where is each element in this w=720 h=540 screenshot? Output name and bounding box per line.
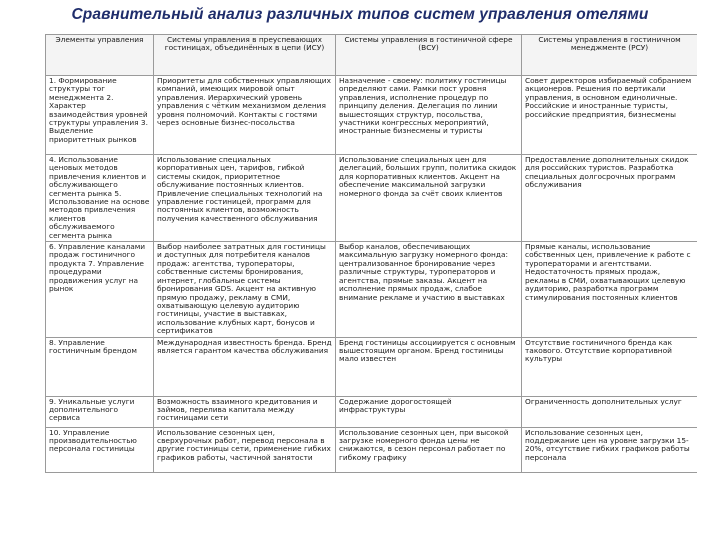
row-element-cell: 10. Управление производительностью персонала гостиницы (46, 427, 154, 472)
row-element-cell: 8. Управление гостиничным брендом (46, 337, 154, 396)
row-vsu-cell: Содержание дорогостоящей инфраструктуры (336, 396, 522, 427)
table-row (46, 242, 698, 337)
table-header-row (46, 35, 698, 76)
row-rsu-cell: Совет директоров избираемый собранием акционеров. Решения по вертикали управления, в основном единоличные. Российские и иностранные туристы, российские предприятия, бизнесмены (522, 76, 698, 155)
row-vsu-cell: Использование специальных цен для делегаций, больших групп, политика скидок для корпоративных клиентов. Акцент на обеспечение максимальной загрузки номерного фонда за счёт своих клиентов (336, 155, 522, 242)
table-row (46, 76, 698, 155)
table-row (46, 427, 698, 472)
page-title: Сравнительный анализ различных типов систем управления отелями (71, 6, 649, 23)
row-rsu-cell: Предоставление дополнительных скидок для российских туристов. Разработка специальных долгосрочных программ обслуживания (522, 155, 698, 242)
row-isu-cell: Приоритеты для собственных управляющих компаний, имеющих мировой опыт управления. Иерархический уровень управления с чётким механизмом деления уровня полномочий. Контакты с гостями через основные бизнес-посольства (154, 76, 336, 155)
row-isu-cell: Международная известность бренда. Бренд является гарантом качества обслуживания (154, 337, 336, 396)
row-isu-cell: Использование сезонных цен, сверхурочных работ, перевод персонала в другие гостиницы сети, применение гибких графиков работы, частичной занятости (154, 427, 336, 472)
row-element-cell: 1. Формирование структуры тог менеджмента 2. Характер взаимодействия уровней структуры управления 3. Выделение приоритетных рынков (46, 76, 154, 155)
table-row (46, 396, 698, 427)
header-elements: Элементы управления (46, 35, 154, 76)
comparison-table-container (45, 34, 697, 538)
row-isu-cell: Использование специальных корпоративных цен, тарифов, гибкой системы скидок, приоритетное обслуживание постоянных клиентов. Привлечение специальных технологий на управление гостиницей, программ для постоянных клиентов, возможность получения качественного обслуживания (154, 155, 336, 242)
comparison-table (45, 34, 697, 473)
header-isu: Системы управления в преуспевающих гостиницах, объединённых в цепи (ИСУ) (154, 35, 336, 76)
row-rsu-cell: Использование сезонных цен, поддержание цен на уровне загрузки 15-20%, отсутствие гибких графиков работы персонала (522, 427, 698, 472)
row-element-cell: 6. Управление каналами продаж гостиничного продукта 7. Управление процедурами продвижения услуг на рынок (46, 242, 154, 337)
row-vsu-cell: Использование сезонных цен, при высокой загрузке номерного фонда цены не снижаются, в сезон персонал работает по гибкому графику (336, 427, 522, 472)
row-rsu-cell: Прямые каналы, использование собственных цен, привлечение к работе с туроператорами и агентствами. Недостаточность прямых продаж, рекламы в СМИ, охватывающих целевую аудиторию, разработка программ стимулирования постоянных клиентов (522, 242, 698, 337)
row-vsu-cell: Назначение - своему: политику гостиницы определяют сами. Рамки пост уровня управления, исполнение процедур по принципу деления. Делегация по линии вышестоящих структур, посольства, участники конгрессных мероприятий, иностранные бизнесмены и туристы (336, 76, 522, 155)
row-rsu-cell: Ограниченность дополнительных услуг (522, 396, 698, 427)
table-row (46, 337, 698, 396)
row-element-cell: 4. Использование ценовых методов привлечения клиентов и обслуживающего сегмента рынка 5. Использование на основе методов привлечения клиентов обслуживаемого сегмента рынка (46, 155, 154, 242)
row-vsu-cell: Выбор каналов, обеспечивающих максимальную загрузку номерного фонда: централизованное бронирование через различные структуры, туроператоров и агентства, прямые заказы. Акцент на исполнение прямых продаж, слабое внимание рекламе и участию в выставках (336, 242, 522, 337)
row-vsu-cell: Бренд гостиницы ассоциируется с основным вышестоящим органом. Бренд гостиницы мало известен (336, 337, 522, 396)
row-rsu-cell: Отсутствие гостиничного бренда как такового. Отсутствие корпоративной культуры (522, 337, 698, 396)
header-rsu: Системы управления в гостиничном менеджменте (РСУ) (522, 35, 698, 76)
table-row (46, 155, 698, 242)
header-vsu: Системы управления в гостиничной сфере (ВСУ) (336, 35, 522, 76)
row-isu-cell: Возможность взаимного кредитования и займов, перелива капитала между гостиницами сети (154, 396, 336, 427)
row-isu-cell: Выбор наиболее затратных для гостиницы и доступных для потребителя каналов продаж: агентства, туроператоры, собственные системы бронирования, интернет, глобальные системы бронирования GDS. Акцент на активную прямую продажу, рекламу в СМИ, охватывающую целевую аудиторию гостиницы, участие в выставках, использование клубных карт, бонусов и сертификатов (154, 242, 336, 337)
row-element-cell: 9. Уникальные услуги дополнительного сервиса (46, 396, 154, 427)
